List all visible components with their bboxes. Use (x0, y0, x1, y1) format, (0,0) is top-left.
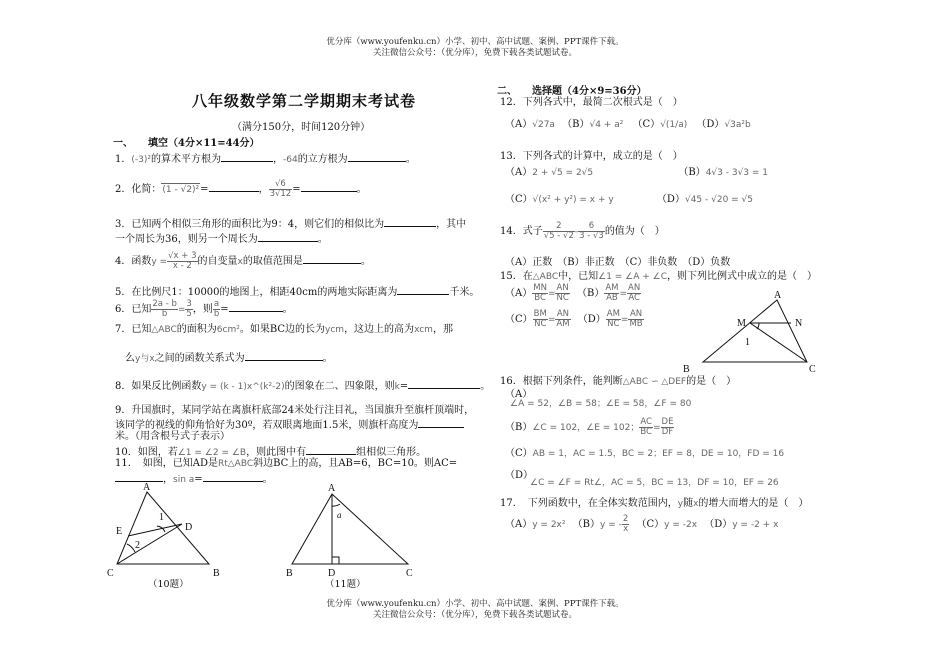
question-10: 10．如图，若∠1 = ∠2 = ∠B，则此图中有 组相似三角形。 (115, 444, 426, 460)
question-1: 1．(-3)²的算术平方根为 ，-64的立方根为 。 (115, 151, 416, 167)
fig10-label-E: E (116, 526, 123, 537)
question-3-line-1: 3．已知两个相似三角形的面积比为9：4，则它们的相似比为 ，其中 (115, 216, 466, 231)
answer-blank (397, 284, 449, 295)
question-17-stem: 17． 下列函数中，在全体实数范围内，y随x的增大而增大的是（ ） (500, 498, 809, 509)
question-11-line-2: ，sin a= 。 (115, 471, 273, 487)
header-line-1: 优分库（www.youfenku.cn）小学、初中、高中试题、案例、PPT课件下载。 (326, 37, 624, 47)
section-2-title: 二、 选择题（4分×9=36分） (497, 86, 647, 97)
question-16-option-a-label: （A） (505, 389, 533, 400)
fig10-label-A: A (143, 482, 151, 493)
answer-blank (348, 151, 406, 162)
math-expression: (-3)² (131, 155, 151, 165)
question-9-line-1: 9．升国旗时，某同学站在离旗杆底部24米处行注目礼，当国旗升至旗杆顶端时， (115, 405, 475, 416)
question-16-option-d: ∠C = ∠F = Rt∠，AC = 5，BC = 13，DF = 10，EF = 26 (530, 478, 779, 488)
answer-blank (258, 231, 318, 242)
question-7-line-2: 么y与x之间的函数关系式为 。 (125, 350, 333, 366)
answer-blank (301, 181, 357, 192)
figure-10-caption: （10题） (148, 579, 189, 590)
question-11-line-1: 11． 如图，已知AD是Rt△ABC斜边BC上的高，且AB=6，BC=10。则AC= (115, 458, 458, 469)
question-15-options-cd: （C） $\frac{BM}{NC}$ = $\frac{AN}{AM}$ （D） $\frac{AM}{NC}$ = $\frac{AN}{MB}$ (505, 309, 643, 329)
fig10-label-B: B (213, 568, 220, 579)
fig15-label-A: A (774, 290, 782, 301)
question-15-stem: 15．在△ABC中，已知∠1 = ∠A + ∠C，则下列比例式中成立的是（ ） (500, 271, 818, 282)
fig15-label-N: N (795, 318, 803, 329)
figure-15 (675, 286, 825, 378)
question-9-line-2: 该同学的视线的仰角恰好为30º，若双眼离地面1.5米，则旗杆高度为 (115, 417, 464, 432)
question-14: 14．式子 $\frac{2}{√5 - √2}$ - $\frac{6}{3 - √3}$ 的值为（ ） (500, 221, 665, 241)
answer-blank (303, 253, 361, 264)
question-9-line-3: 米。（用含根号式子表示） (115, 431, 230, 442)
question-14-options: （A）正数 （B）非正数 （C）非负数 （D）负数 (505, 257, 731, 268)
section-1-title: 一、 填空（4分×11=44分） (113, 138, 260, 149)
question-16-option-b: （B）∠C = 102，∠E = 102； $\frac{AC}{BC}$ = $\frac{DE}{DF}$ (505, 417, 674, 437)
fig10-label-2: 2 (135, 540, 140, 551)
question-16-option-c: （C）AB = 1，AC = 1.5，BC = 2；EF = 8，DE = 10，FD = 16 (505, 448, 785, 459)
answer-blank (221, 151, 273, 162)
question-16-option-a: ∠A = 52，∠B = 58；∠E = 58，∠F = 80 (510, 399, 692, 409)
question-12-options: （A）√27a （B）√4 + a² （C）√(1/a) （D）√3a²b (505, 119, 751, 130)
fraction: $\frac{√6}{3√12}$ (269, 179, 292, 199)
fig11-label-B: B (286, 568, 293, 579)
fig11-label-A: A (328, 483, 336, 494)
fig11-label-C: C (406, 568, 413, 579)
question-12-stem: 12．下列各式中，最简二次根式是（ ） (500, 97, 683, 108)
fig15-label-B: B (683, 364, 690, 375)
question-17-options: （A）y = 2x² （B）y = - $\frac{2}{x}$ （C）y = -2x （D）y = -2 + x (505, 514, 779, 534)
question-3-line-2: 一个周长为36，则另一个周长为 。 (115, 231, 328, 246)
answer-blank (384, 216, 436, 227)
fig15-label-M: M (737, 318, 746, 329)
footer-line-2: 关注微信公众号：（优分库），免费下载各类试题试卷。 (372, 610, 577, 620)
fig11-label-a: a (337, 510, 342, 520)
fig11-label-D: D (328, 568, 336, 579)
answer-blank (229, 301, 283, 312)
question-6: 6．已知 $\frac{2a - b}{b}$ = $\frac{3}{5}$ ，则 $\frac{a}{b}$ = 。 (115, 299, 293, 319)
figure-10 (105, 480, 235, 580)
figure-11 (280, 480, 420, 580)
answer-blank (306, 444, 356, 455)
fig10-label-1: 1 (159, 512, 164, 523)
question-4: 4．函数y = $\frac{√x + 3}{x - 2}$ 的自变量x的取值范围是 。 (115, 251, 371, 271)
header-line-2: 关注微信公众号：（优分库），免费下载各类试题试卷。 (372, 48, 577, 58)
question-13-stem: 13．下列各式的计算中，成立的是（ ） (500, 151, 683, 162)
question-13-options-cd: （C）√(x² + y²) = x + y （D）√45 - √20 = √5 (505, 194, 754, 205)
question-7-line-1: 7．已知△ABC的面积为6cm²。如果BC边的长为ycm，这边上的高为xcm，那 (115, 324, 453, 335)
figure-11-caption: （11题） (325, 579, 366, 590)
fig15-label-C: C (809, 364, 816, 375)
question-8: 8．如果反比例函数y = (k - 1)x^(k²-2)的图象在二、四象限，则k= 。 (115, 378, 490, 394)
question-5: 5．在比例尺1：10000的地图上，相距40cm的两地实际距离为 千米。 (115, 284, 479, 299)
answer-blank (209, 181, 259, 192)
question-16-stem: 16．根据下列条件，能判断△ABC ∽ △DEF的是（ ） (500, 376, 737, 387)
question-15-options-ab: （A） $\frac{MN}{BC}$ = $\frac{AN}{NC}$ （B） $\frac{AM}{AB}$ = $\frac{AN}{AC}$ (505, 283, 641, 303)
fig10-label-C: C (107, 568, 114, 579)
paper-title: 八年级数学第二学期期末考试卷 (192, 92, 417, 110)
footer-line-1: 优分库（www.youfenku.cn）小学、初中、高中试题、案例、PPT课件下载。 (326, 599, 624, 609)
paper-subtitle: （满分150分，时间120分钟） (232, 122, 371, 133)
fig15-label-1: 1 (745, 337, 750, 348)
fig10-label-D: D (185, 522, 193, 533)
question-16-option-d-label: （D） (505, 470, 534, 481)
fraction: $\frac{√x + 3}{x - 2}$ (168, 251, 197, 271)
answer-blank (245, 350, 323, 361)
question-13-options-ab: （A）2 + √5 = 2√5 （B）4√3 - 3√3 = 1 (505, 167, 769, 178)
answer-blank (418, 417, 464, 428)
answer-blank (408, 378, 480, 389)
question-2: 2．化简：(1 - √2)²= ， $\frac{√6}{3√12}$ = 。 (115, 179, 367, 199)
